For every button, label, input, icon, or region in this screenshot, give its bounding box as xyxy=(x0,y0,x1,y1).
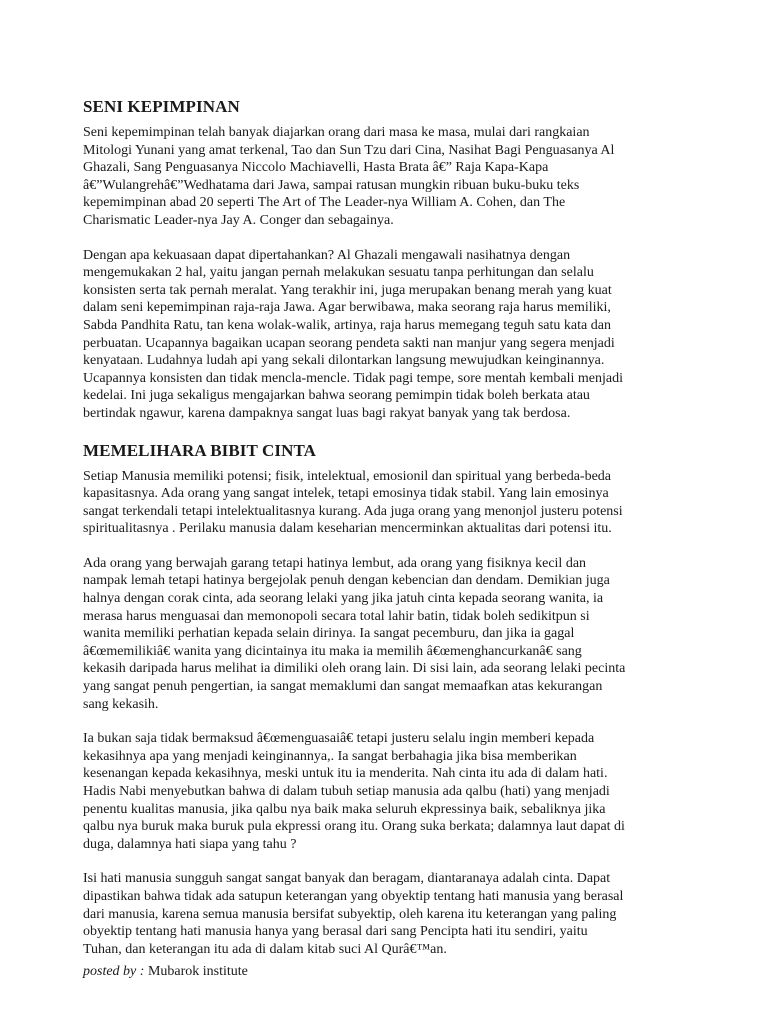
posted-by-author: Mubarok institute xyxy=(144,964,248,980)
section-seni-kepimpinan xyxy=(83,96,703,423)
posted-by-footer xyxy=(83,963,703,981)
paragraph: Isi hati manusia sungguh sangat sangat banyak dan beragam, diantaranaya adalah cinta. Dapat dipastikan bahwa tidak ada satupun keterangan yang obyektip tentang hati manusia yang berasal dari manusia, karena semua manusia bersifat subyektip, oleh karena itu keterangan yang paling obyektip tentang hati manusia hanya yang berasal dari sang Pencipta hati itu sendiri, yaitu Tuhan, dan keterangan itu ada di dalam kitab suci Al Qurâ€™an. xyxy=(83,871,624,957)
paragraph: Dengan apa kekuasaan dapat dipertahankan? Al Ghazali mengawali nasihatnya dengan mengemukakan 2 hal, yaitu jangan pernah melakukan sesuatu tanpa perhitungan dan selalu konsisten serta tak pernah meralat. Yang terakhir ini, juga merupakan benang merah yang kuat dalam seni kepemimpinan raja-raja Jawa. Agar berwibawa, maka seorang raja harus memiliki, Sabda Pandhita Ratu, tan kena wolak-walik, artinya, raja harus memegang teguh satu kata dan perbuatan. Ucapannya bagaikan ucapan seorang pendeta sakti nan manjur yang segera menjadi kenyataan. Ludahnya ludah api yang sekali dilontarkan langsung mewujudkan keinginannya. Ucapannya konsisten dan tidak mencla-mencle. Tidak pagi tempe, sore mentah kembali menjadi kedelai. Ini juga sekaligus mengajarkan bahwa seorang pemimpin tidak boleh berkata atau bertindak ngawur, karena dampaknya sangat luas bagi rakyat banyak yang tak berdosa. xyxy=(83,247,624,421)
paragraph: Ada orang yang berwajah garang tetapi hatinya lembut, ada orang yang fisiknya kecil dan nampak lemah tetapi hatinya bergejolak penuh dengan kebencian dan dendam. Demikian juga halnya dengan corak cinta, ada seorang lelaki yang jika jatuh cinta kepada seorang wanita, ia merasa harus menguasai dan memonopoli secara total lahir batin, tidak boleh sedikitpun si wanita memiliki perhatian kepada selain dirinya. Ia sangat pecemburu, dan jika ia gagal â€œmemilikiâ€ wanita yang dicintainya itu maka ia memilih â€œmenghancurkanâ€ sang kekasih daripada harus melihat ia dimiliki oleh orang lain. Di sisi lain, ada seorang lelaki pecinta yang sangat penuh pengertian, ia sangat memaklumi dan sangat memaafkan atas kekurangan sang kekasih. xyxy=(83,555,626,712)
paragraph: Setiap Manusia memiliki potensi; fisik, intelektual, emosionil dan spiritual yang berbeda-beda kapasitasnya. Ada orang yang sangat intelek, tetapi emosinya tidak stabil. Yang lain emosinya sangat terkendali tetapi intelektualitasnya kurang. Ada juga orang yang menonjol justeru potensi spiritualitasnya . Perilaku manusia dalam keseharian mencerminkan aktualitas dari potensi itu. xyxy=(83,468,623,537)
paragraph: Seni kepemimpinan telah banyak diajarkan orang dari masa ke masa, mulai dari rangkaian Mitologi Yunani yang amat terkenal, Tao dan Sun Tzu dari Cina, Nasihat Bagi Penguasanya Al Ghazali, Sang Penguasanya Niccolo Machiavelli, Hasta Brata â€” Raja Kapa-Kapa â€”Wulangrehâ€”Wedhatama dari Jawa, sampai ratusan mungkin ribuan buku-buku teks kepemimpinan abad 20 seperti The Art of The Leader-nya William A. Cohen, dan The Charismatic Leader-nya Jay A. Conger dan sebagainya. xyxy=(83,125,615,228)
posted-by-label: posted by : xyxy=(83,964,145,980)
section-title: MEMELIHARA BIBIT CINTA xyxy=(83,440,317,460)
section-memelihara-bibit-cinta xyxy=(83,440,703,959)
paragraph: Ia bukan saja tidak bermaksud â€œmenguasaiâ€ tetapi justeru selalu ingin memberi kepada kekasihnya apa yang menjadi keinginannya,. Ia sangat berbahagia jika bisa memberikan kesenangan kepada kekasihnya, meski untuk itu ia menderita. Nah cinta itu ada di dalam hati. Hadis Nabi menyebutkan bahwa di dalam tubuh setiap manusia ada qalbu (hati) yang menjadi penentu kualitas manusia, jika qalbu nya baik maka seluruh ekpressinya baik, sebaliknya jika qalbu nya buruk maka buruk pula ekpressi orang itu. Orang suka berkata; dalamnya laut dapat di duga, dalamnya hati siapa yang tahu ? xyxy=(83,731,625,852)
section-title: SENI KEPIMPINAN xyxy=(83,97,240,116)
document-page xyxy=(83,96,703,981)
